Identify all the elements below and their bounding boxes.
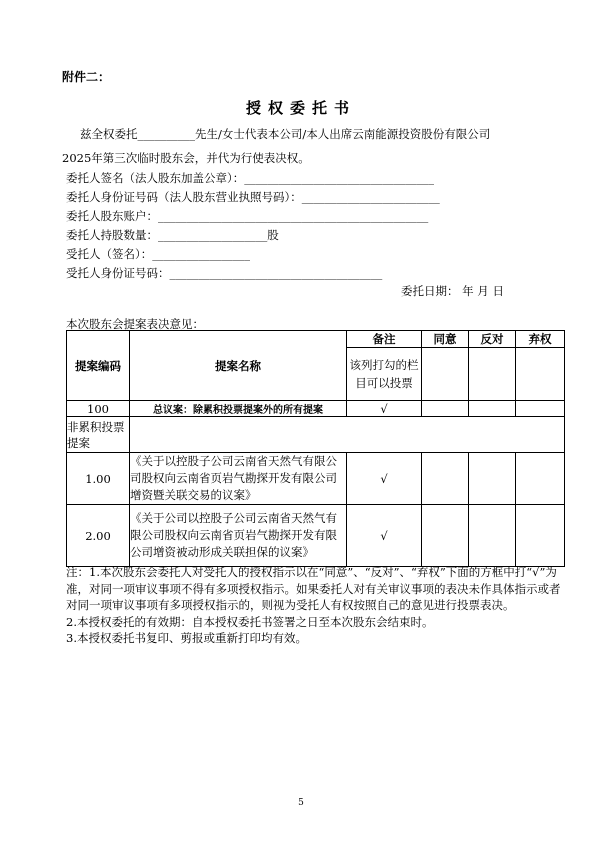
note-1: 注：1.本次股东会委托人对受托人的授权指示以在“同意”、“反对”、“弃权”下面的方框中打“√”为准，对同一项审议事项不得有多项授权指示。如果委托人对有关审议事项的表决未作具体指示或者对同一项审议事项有多项授权指示的，则视为受托人有权按照自己的意见进行投票表决。 [66, 565, 561, 612]
proposal-1-remark-check: √ [347, 453, 422, 505]
total-abstain-box[interactable] [516, 401, 565, 417]
field-shareholder-account[interactable]: 委托人股东账户：_______________________________________________ [66, 209, 429, 223]
proposal-1-oppose-box[interactable] [469, 453, 516, 505]
total-remark-check: √ [347, 401, 422, 417]
header-oppose: 反对 [469, 331, 516, 348]
remark-note: 该列打勾的栏目可以投票 [347, 348, 422, 401]
proposal-2-name: 《关于公司以控股子公司云南省天然气有限公司股权向云南省页岩气勘探开发有限公司增资被动形成关联担保的议案》 [130, 505, 347, 567]
proposal-2-code: 2.00 [67, 505, 130, 567]
header-proposal-code: 提案编码 [67, 331, 130, 401]
voting-table [66, 330, 565, 567]
header-agree: 同意 [422, 331, 469, 348]
header-proposal-name: 提案名称 [130, 331, 347, 401]
attachment-label: 附件二： [62, 70, 111, 84]
field-shares-held[interactable]: 委托人持股数量：___________________股 [66, 228, 279, 242]
header-remark: 备注 [347, 331, 422, 348]
non-cumulative-spacer [130, 417, 565, 453]
abstain-checkbox-header [516, 348, 565, 401]
note-3: 3.本授权委托书复印、剪报或重新打印均有效。 [66, 631, 307, 645]
proposal-2-remark-check: √ [347, 505, 422, 567]
entrust-date[interactable]: 委托日期： 年 月 日 [401, 284, 504, 298]
table-caption: 本次股东会提案表决意见： [66, 317, 204, 331]
page-number: 5 [298, 798, 304, 808]
proposal-1-name: 《关于以控股子公司云南省天然气有限公司股权向云南省页岩气勘探开发有限公司增资暨关联交易的议案》 [130, 453, 347, 505]
field-proxy-id[interactable]: 受托人身份证号码：_____________________________________ [66, 266, 383, 280]
proposal-2-agree-box[interactable] [422, 505, 469, 567]
agree-checkbox-header [422, 348, 469, 401]
total-oppose-box[interactable] [469, 401, 516, 417]
proposal-1-agree-box[interactable] [422, 453, 469, 505]
header-abstain: 弃权 [516, 331, 565, 348]
document-title: 授权委托书 [245, 99, 356, 117]
field-principal-id[interactable]: 委托人身份证号码（法人股东营业执照号码）：________________________ [66, 190, 440, 204]
total-proposal-name: 总议案：除累积投票提案外的所有提案 [130, 401, 347, 417]
proposal-2-oppose-box[interactable] [469, 505, 516, 567]
proposal-1-code: 1.00 [67, 453, 130, 505]
total-agree-box[interactable] [422, 401, 469, 417]
oppose-checkbox-header [469, 348, 516, 401]
field-proxy-signature[interactable]: 受托人（签名）：_________________ [66, 247, 250, 261]
proposal-1-abstain-box[interactable] [516, 453, 565, 505]
notes-section [66, 564, 562, 647]
note-2: 2.本授权委托的有效期：自本授权委托书签署之日至本次股东会结束时。 [66, 614, 434, 629]
non-cumulative-label: 非累积投票提案 [67, 417, 130, 453]
intro-line-1: 兹全权委托__________先生/女士代表本公司/本人出席云南能源投资股份有限公司 [80, 127, 491, 141]
total-proposal-code: 100 [67, 401, 130, 417]
field-principal-signature[interactable]: 委托人签名（法人股东加盖公章）：_________________________________ [66, 171, 434, 185]
intro-line-2: 2025年第三次临时股东会，并代为行使表决权。 [62, 151, 310, 165]
proposal-2-abstain-box[interactable] [516, 505, 565, 567]
